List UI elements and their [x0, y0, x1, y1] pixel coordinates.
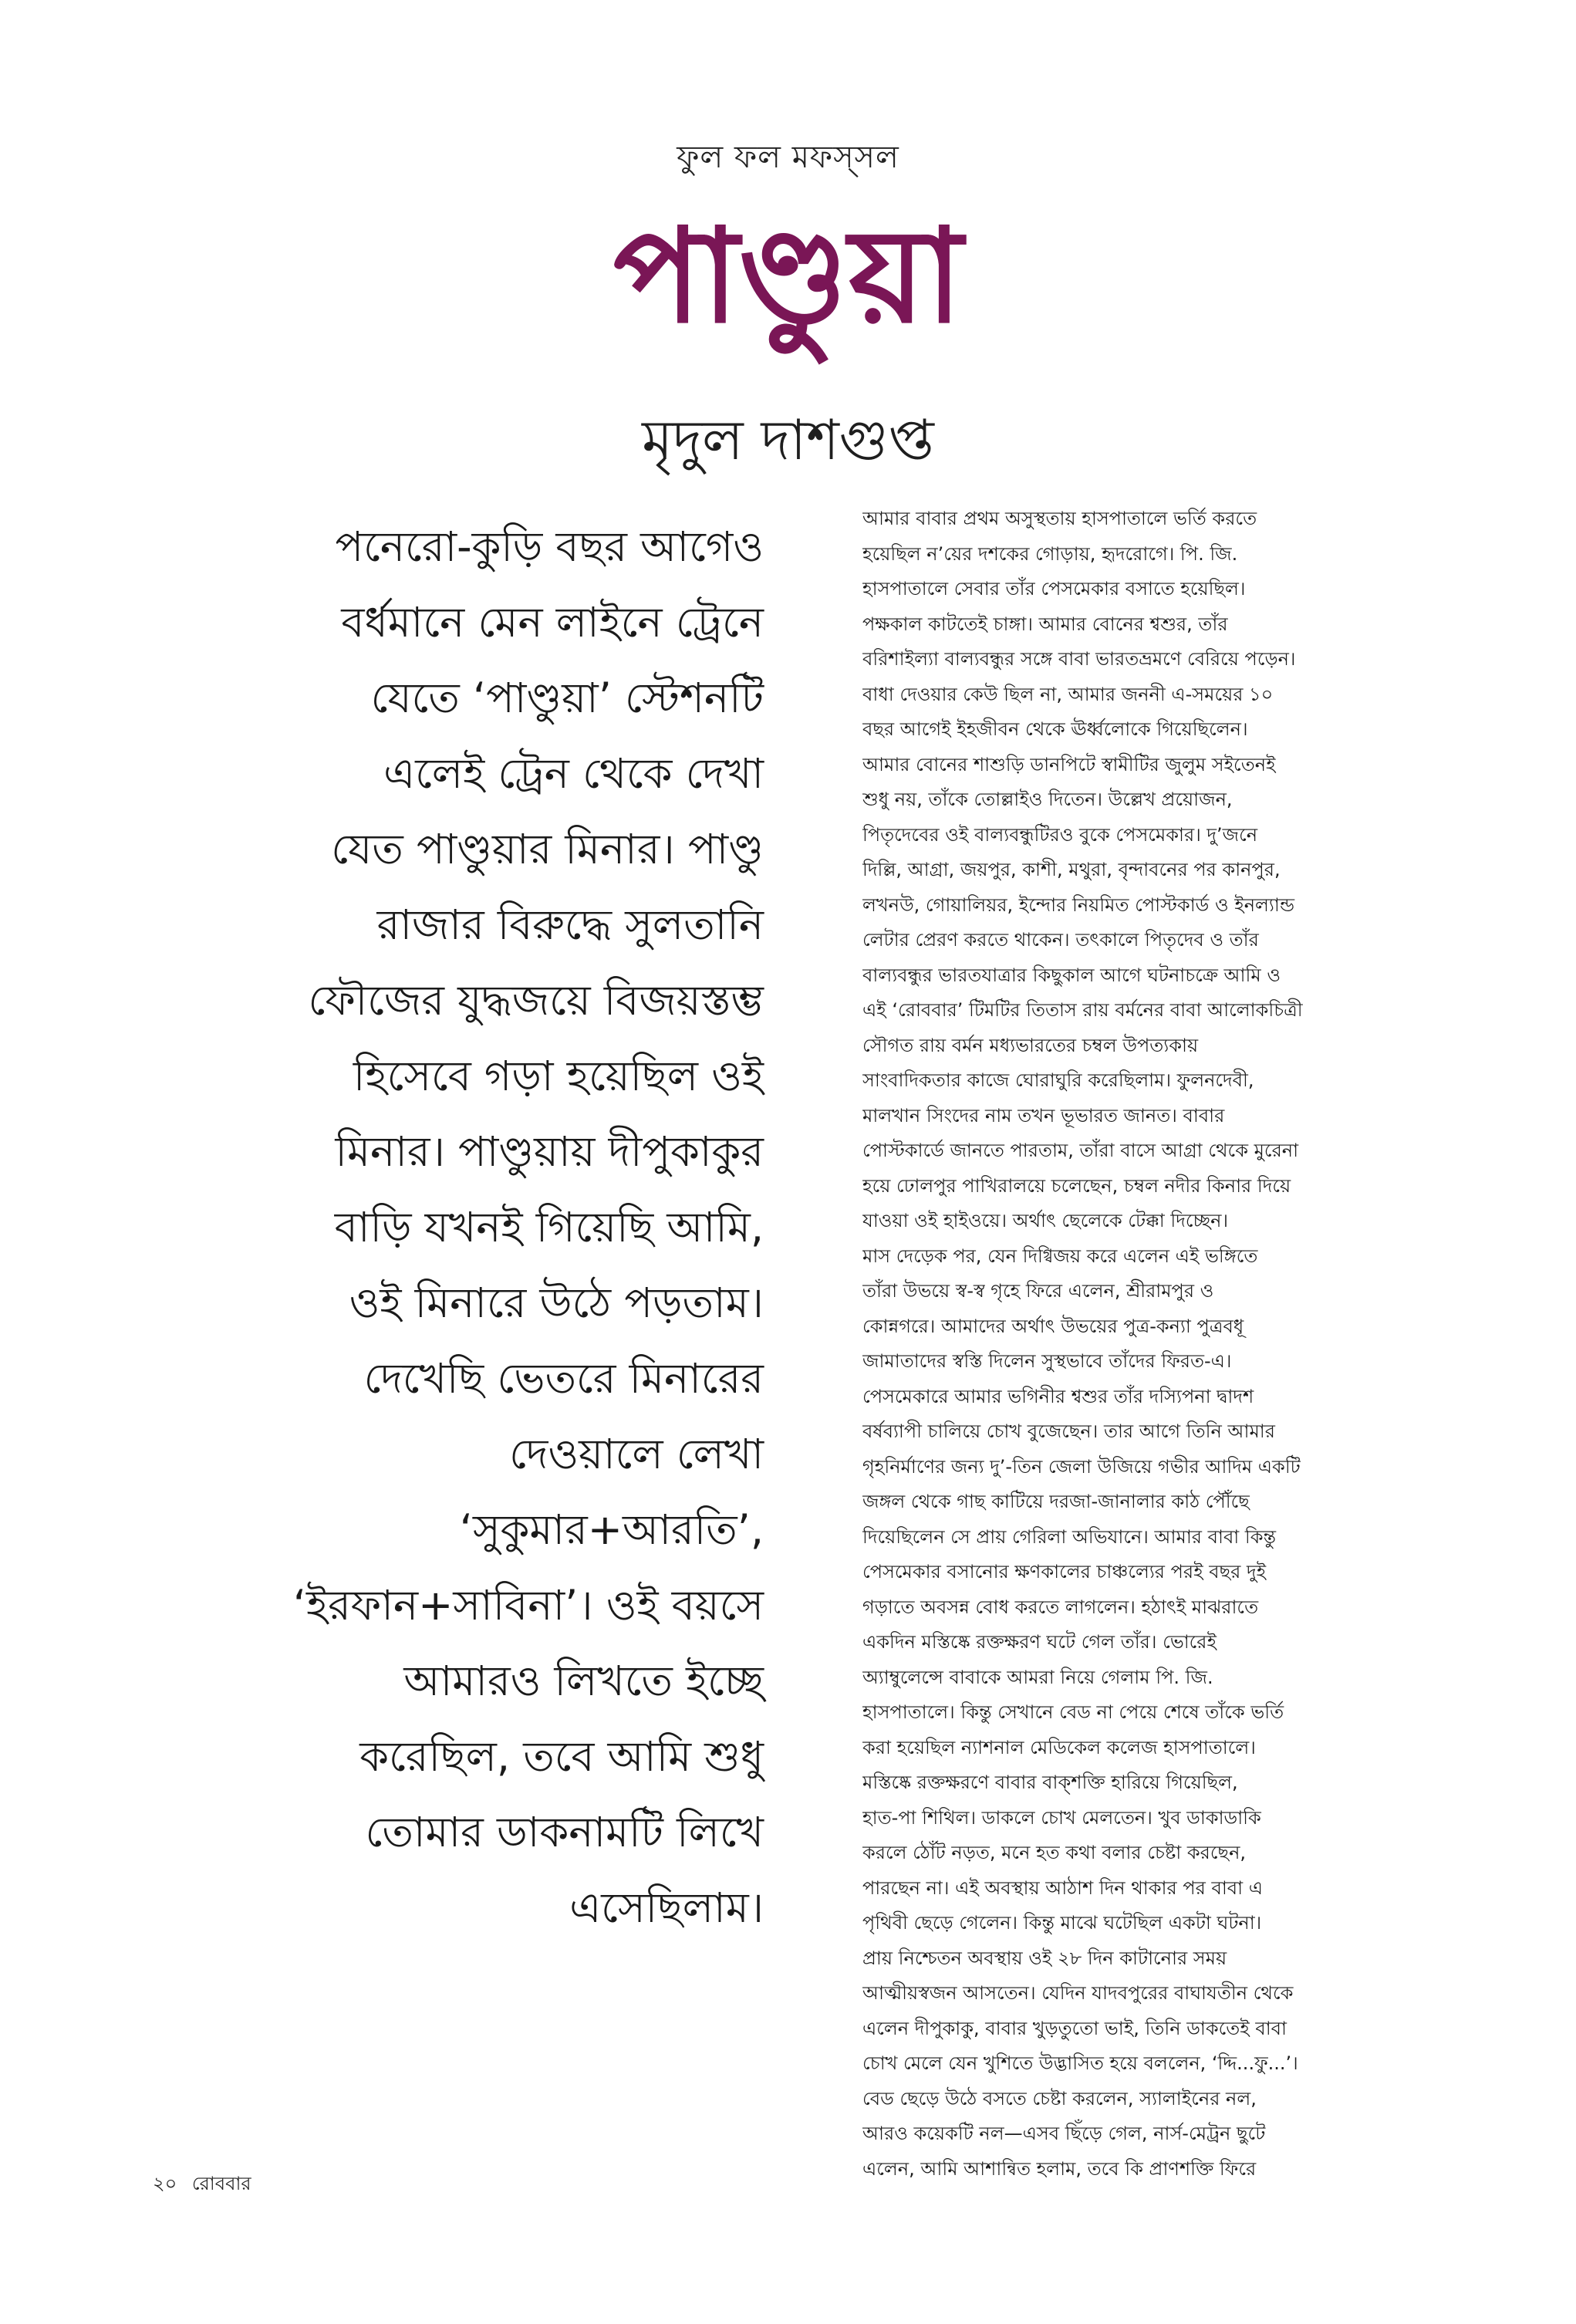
- body-line: যাওয়া ওই হাইওয়ে। অর্থাৎ ছেলেকে টেক্কা দিচ্ছেন।: [862, 1210, 1229, 1231]
- body-line: আরও কয়েকটি নল—এসব ছিঁড়ে গেল, নার্স-মেট্রন ছুটে: [862, 2123, 1266, 2144]
- body-line: বাল্যবন্ধুর ভারতযাত্রার কিছুকাল আগে ঘটনাচক্রে আমি ও: [862, 964, 1281, 986]
- body-line: লখনউ, গোয়ালিয়র, ইন্দোর নিয়মিত পোস্টকার্ড ও ইনল্যান্ড: [862, 893, 1295, 916]
- body-line: পারছেন না। এই অবস্থায় আঠাশ দিন থাকার পর বাবা এ: [862, 1876, 1263, 1899]
- body-line: বর্ষব্যাপী চালিয়ে চোখ বুজেছেন। তার আগে তিনি আমার: [862, 1420, 1275, 1442]
- pull-quote-line: করেছিল, তবে আমি শুধু: [359, 1732, 764, 1781]
- body-line: হাসপাতালে সেবার তাঁর পেসমেকার বসাতে হয়েছিল।: [862, 578, 1246, 600]
- pull-quote-line: ‘সুকুমার+আরতি’,: [459, 1505, 764, 1554]
- body-line: হাত-পা শিথিল। ডাকলে চোখ মেলতেন। খুব ডাকাডাকি: [862, 1806, 1261, 1829]
- body-line: জামাতাদের স্বস্তি দিলেন সুস্থভাবে তাঁদের ফিরত-এ।: [862, 1350, 1232, 1372]
- body-line: দিয়েছিলেন সে প্রায় গেরিলা অভিযানে। আমার বাবা কিন্তু: [862, 1525, 1277, 1548]
- body-line: একদিন মস্তিষ্কে রক্তক্ষরণ ঘটে গেল তাঁর। ভোরেই: [862, 1631, 1217, 1653]
- body-line: গড়াতে অবসন্ন বোধ করতে লাগলেন। হঠাৎই মাঝরাতে: [862, 1596, 1259, 1618]
- body-line: গৃহনির্মাণের জন্য দু’-তিন জেলা উজিয়ে গভীর আদিম একটি: [862, 1455, 1301, 1478]
- body-line: চোখ মেলে যেন খুশিতে উদ্ভাসিত হয়ে বললেন, ‘দ্দি...ফু...’।: [862, 2052, 1298, 2074]
- body-line: হয়ে ঢোলপুর পাখিরালয়ে চলেছেন, চম্বল নদীর কিনার দিয়ে: [862, 1174, 1291, 1197]
- body-line: আমার বোনের শাশুড়ি ডানপিটে স্বামীটির জুলুম সইতেনই: [862, 753, 1276, 775]
- body-line: এই ‘রোববার’ টিমটির তিতাস রায় বর্মনের বাবা আলোকচিত্রী: [862, 999, 1303, 1021]
- body-line: বরিশাইল্যা বাল্যবন্ধুর সঙ্গে বাবা ভারতভ্রমণে বেরিয়ে পড়েন।: [862, 648, 1296, 670]
- pull-quote-line: পনেরো-কুড়ি বছর আগেও: [335, 522, 764, 571]
- body-line: বাধা দেওয়ার কেউ ছিল না, আমার জননী এ-সময়ের ১০: [862, 683, 1274, 705]
- pull-quote-line: দেখেছি ভেতরে মিনারের: [363, 1354, 764, 1403]
- body-line: এলেন, আমি আশান্বিত হলাম, তবে কি প্রাণশক্তি ফিরে: [862, 2157, 1257, 2180]
- body-line: হয়েছিল ন’য়ের দশকের গোড়ায়, হৃদরোগে। পি. জি.: [862, 542, 1238, 565]
- article-title: পাণ্ডুয়া: [613, 201, 963, 352]
- body-line: পৃথিবী ছেড়ে গেলেন। কিন্তু মাঝে ঘটেছিল একটা ঘটনা।: [862, 1912, 1262, 1934]
- pull-quote: [147, 509, 764, 1946]
- body-line: লেটার প্রেরণ করতে থাকেন। তৎকালে পিতৃদেব ও তাঁর: [862, 929, 1259, 951]
- body-line: সাংবাদিকতার কাজে ঘোরাঘুরি করেছিলাম। ফুলনদেবী,: [862, 1069, 1254, 1091]
- body-line: পোস্টকার্ডে জানতে পারতাম, তাঁরা বাসে আগ্রা থেকে মুরেনা: [862, 1140, 1299, 1161]
- pull-quote-line: যেতে ‘পাণ্ডুয়া’ স্টেশনটি: [370, 674, 764, 722]
- body-line: বেড ছেড়ে উঠে বসতে চেষ্টা করলেন, স্যালাইনের নল,: [862, 2087, 1257, 2110]
- body-line: মালখান সিংদের নাম তখন ভূভারত জানত। বাবার: [862, 1104, 1225, 1127]
- body-line: পেসমেকারে আমার ভগিনীর শ্বশুর তাঁর দস্যিপনা দ্বাদশ: [862, 1385, 1254, 1407]
- page-number: ২০: [153, 2173, 177, 2194]
- body-line: জঙ্গল থেকে গাছ কাটিয়ে দরজা-জানালার কাঠ পৌঁছে: [862, 1491, 1250, 1512]
- pull-quote-line: মিনার। পাণ্ডুয়ায় দীপুকাকুর: [335, 1127, 764, 1176]
- page-footer: [153, 2170, 261, 2201]
- body-line: শুধু নয়, তাঁকে তোল্লাইও দিতেন। উল্লেখ প্রয়োজন,: [862, 789, 1233, 810]
- pull-quote-line: দেওয়ালে লেখা: [509, 1430, 764, 1478]
- body-line: হাসপাতালে। কিন্তু সেখানে বেড না পেয়ে শেষে তাঁকে ভর্তি: [862, 1701, 1284, 1723]
- body-line: মস্তিষ্কে রক্তক্ষরণে বাবার বাক্‌শক্তি হারিয়ে গিয়েছিল,: [862, 1772, 1238, 1793]
- body-text: [862, 502, 1449, 2187]
- pull-quote-line: তোমার ডাকনামটি লিখে: [365, 1808, 764, 1856]
- body-line: তাঁরা উভয়ে স্ব-স্ব গৃহে ফিরে এলেন, শ্রীরামপুর ও: [862, 1280, 1214, 1302]
- pull-quote-line: যেত পাণ্ডুয়ার মিনার। পাণ্ডু: [331, 825, 764, 873]
- body-line: অ্যাম্বুলেন্সে বাবাকে আমরা নিয়ে গেলাম পি. জি.: [862, 1666, 1213, 1688]
- pull-quote-line: বর্ধমানে মেন লাইনে ট্রেনে: [341, 598, 764, 647]
- body-line: এলেন দীপুকাকু, বাবার খুড়তুতো ভাই, তিনি ডাকতেই বাবা: [862, 2017, 1287, 2039]
- pull-quote-line: এসেছিলাম।: [569, 1883, 764, 1932]
- body-line: দিল্লি, আগ্রা, জয়পুর, কাশী, মথুরা, বৃন্দাবনের পর কানপুর,: [862, 859, 1281, 880]
- pull-quote-line: বাড়ি যখনই গিয়েছি আমি,: [334, 1203, 764, 1252]
- body-line: আত্মীয়স্বজন আসতেন। যেদিন যাদবপুরের বাঘাযতীন থেকে: [862, 1982, 1294, 2004]
- pull-quote-line: ‘ইরফান+সাবিনা’। ওই বয়সে: [292, 1581, 764, 1630]
- pull-quote-line: ওই মিনারে উঠে পড়তাম।: [349, 1279, 764, 1327]
- author-byline: মৃদুল দাশগুপ্ত: [642, 407, 934, 472]
- body-line: কোন্নগরে। আমাদের অর্থাৎ উভয়ের পুত্র-কন্যা পুত্রবধূ: [862, 1315, 1244, 1337]
- body-line: মাস দেড়েক পর, যেন দিগ্বিজয় করে এলেন এই ভঙ্গিতে: [862, 1245, 1258, 1267]
- pull-quote-line: আমারও লিখতে ইচ্ছে: [403, 1657, 764, 1705]
- body-line: করা হয়েছিল ন্যাশনাল মেডিকেল কলেজ হাসপাতালে।: [862, 1736, 1256, 1758]
- pull-quote-line: ফৌজের যুদ্ধজয়ে বিজয়স্তম্ভ: [308, 976, 764, 1025]
- body-line: পিতৃদেবের ওই বাল্যবন্ধুটিরও বুকে পেসমেকার। দু’জনে: [862, 823, 1258, 846]
- kicker: ফুল ফল মফস্‌সল: [677, 140, 899, 175]
- magazine-name: রোববার: [191, 2173, 251, 2194]
- body-line: করলে ঠোঁট নড়ত, মনে হত কথা বলার চেষ্টা করছেন,: [862, 1842, 1247, 1863]
- body-line: আমার বাবার প্রথম অসুস্থতায় হাসপাতালে ভর্তি করতে: [862, 508, 1257, 529]
- body-line: প্রায় নিশ্চেতন অবস্থায় ওই ২৮ দিন কাটানোর সময়: [862, 1947, 1227, 1969]
- pull-quote-line: হিসেবে গড়া হয়েছিল ওই: [353, 1052, 764, 1100]
- pull-quote-line: রাজার বিরুদ্ধে সুলতানি: [376, 900, 764, 949]
- body-line: বছর আগেই ইহজীবন থেকে ঊর্ধ্বলোকে গিয়েছিলেন।: [862, 718, 1248, 740]
- body-line: পেসমেকার বসানোর ক্ষণকালের চাঞ্চল্যের পরই বছর দুই: [862, 1561, 1267, 1583]
- body-line: পক্ষকাল কাটতেই চাঙ্গা। আমার বোনের শ্বশুর, তাঁর: [862, 613, 1228, 635]
- body-line: সৌগত রায় বর্মন মধ্যভারতের চম্বল উপত্যকায়: [862, 1034, 1199, 1056]
- pull-quote-line: এলেই ট্রেন থেকে দেখা: [383, 749, 764, 798]
